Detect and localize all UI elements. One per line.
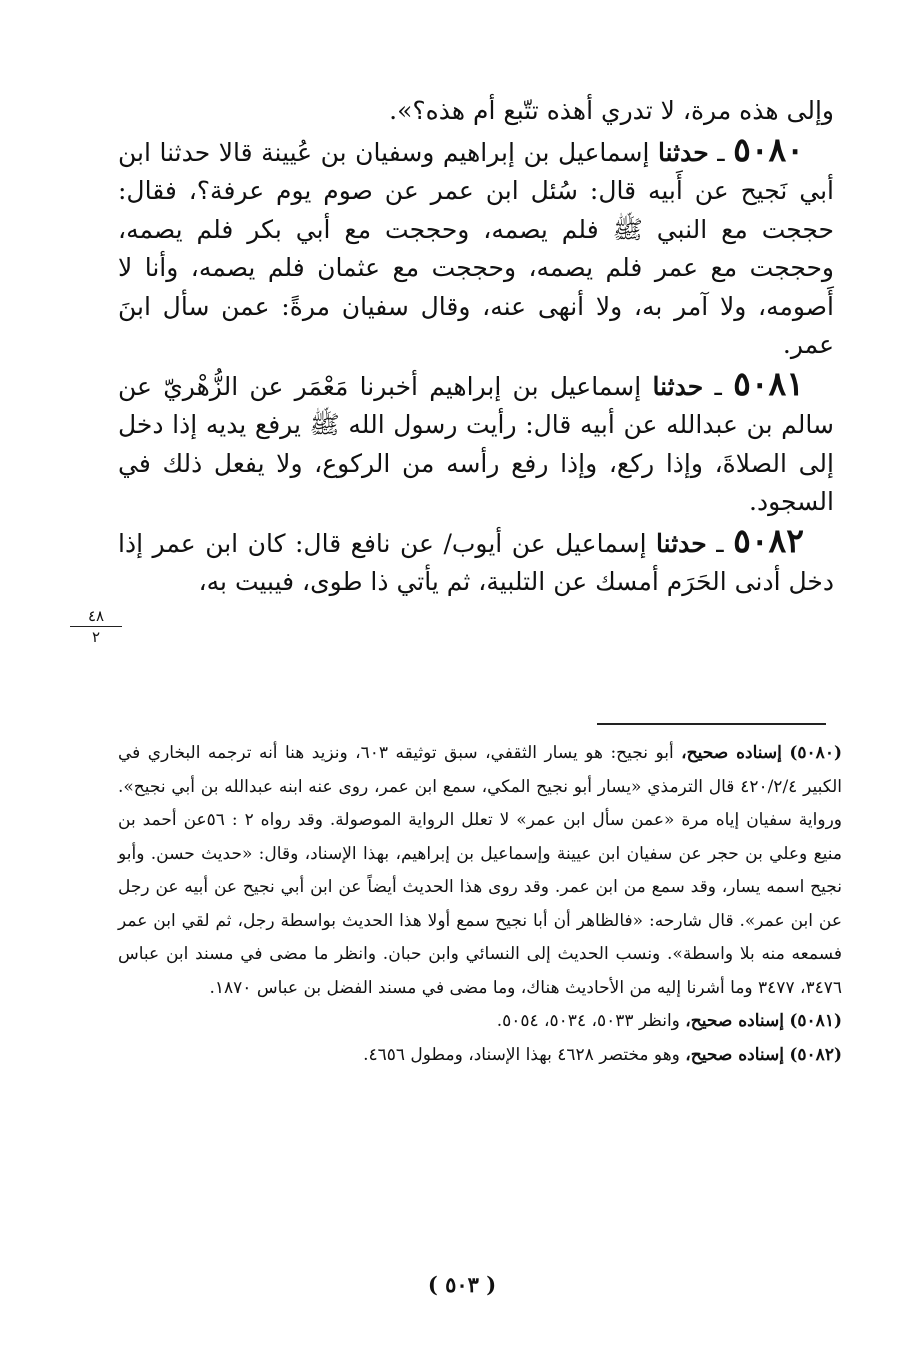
- hadith-text: إسماعيل عن أيوب/ عن نافع قال: كان ابن عمر إذا دخل أدنى الحَرَم أمسك عن التلبية، ثم يأتي ذا طوى، فيبيت به،: [118, 528, 834, 596]
- hadith-5081: [118, 365, 834, 522]
- footnote-5081: [118, 1005, 842, 1039]
- page-number: ( ٥٠٣ ): [427, 1272, 497, 1297]
- footnote-text: وهو مختصر ٤٦٢٨ بهذا الإسناد، ومطول ٤٦٥٦.: [363, 1044, 686, 1065]
- hadith-dash: ـ: [703, 371, 734, 401]
- footnotes: [118, 737, 842, 1072]
- marker-top: ٤٨: [70, 608, 122, 627]
- marker-bottom: ٢: [91, 628, 101, 646]
- intro-paragraph: وإلى هذه مرة، لا تدري أهذه تتّبع أم هذه؟».: [389, 96, 834, 125]
- manuscript-page-marker: [70, 608, 122, 645]
- footnote-text: أبو نجيح: هو يسار الثقفي، سبق توثيقه ٦٠٣، ونزيد هنا أنه ترجمه البخاري في الكبير ٤٢٠/٢/٤ قال الترمذي «يسار أبو نجيح المكي، سمع ابن عمر، روى عنه ابنه عبدالله بن أبي نجيح». ورواية سفيان إياه مرة «عمن سأل ابن عمر» لا تعلل الرواية الموصولة. وقد رواه ٢ : ٥٦عن أحمد بن منيع وعلي بن حجر عن سفيان ابن عيينة وإسماعيل بن إبراهيم، بهذا الإسناد، وقال: «حديث حسن. وأبو نجيح اسمه يسار، وقد سمع من ابن عمر. وقد روى هذا الحديث أيضاً عن ابن أبي نجيح عن أبيه عن رجل عن ابن عمر». قال شارحه: «فالظاهر أن أبا نجيح سمع أولا هذا الحديث بواسطة رجل، ثم لقي ابن عمر فسمعه منه بلا واسطة». ونسب الحديث إلى النسائي وابن حبان. وانظر ما مضى في مسند ابن عباس ٣٤٧٦، ٣٤٧٧ وما أشرنا إليه من الأحاديث هناك، وما مضى في مسند الفضل بن عباس ١٨٧٠.: [118, 743, 842, 998]
- footnote-number: (٥٠٨٠): [789, 743, 842, 763]
- hadith-dash: ـ: [706, 528, 734, 558]
- hadith-lead-word: حدثنا: [657, 137, 709, 167]
- footnote-head: إسناده صحيح،: [685, 1044, 784, 1065]
- main-text: [118, 92, 834, 602]
- hadith-lead-word: حدثنا: [652, 371, 704, 401]
- hadith-lead-word: حدثنا: [656, 528, 707, 558]
- footnote-head: إسناده صحيح،: [681, 743, 782, 763]
- footnote-text: وانظر ٥٠٣٣، ٥٠٣٤، ٥٠٥٤.: [496, 1011, 686, 1031]
- hadith-number: ٥٠٨٢: [733, 520, 804, 560]
- hadith-dash: ـ: [708, 137, 734, 167]
- footnote-head: إسناده صحيح،: [685, 1011, 784, 1031]
- hadith-number: ٥٠٨٠: [733, 129, 804, 169]
- footnote-5082: [118, 1039, 842, 1073]
- hadith-text: إسماعيل بن إبراهيم وسفيان بن عُيينة قالا حدثنا ابن أبي نَجيح عن أَبيه قال: سُئل ابن عمر عن صوم يوم عرفة؟، فقال: حججت مع النبي ﷺ فلم يصمه، وحججت مع أبي بكر فلم يصمه، وحججت مع عمر فلم يصمه، وحججت مع عثمان فلم يصمه، وأنا لا أَصومه، ولا آمر به، ولا أنهى عنه، وقال سفيان مرةً: عمن سأل ابنَ عمر.: [118, 137, 834, 359]
- footnote-number: (٥٠٨٢): [789, 1044, 842, 1065]
- hadith-text: إسماعيل بن إبراهيم أخبرنا مَعْمَر عن الزُّهْريّ عن سالم بن عبدالله عن أبيه قال: رأيت رسول الله ﷺ يرفع يديه إذا دخل إلى الصلاةَ، وإذا ركع، وإذا رفع رأسه من الركوع، ولا يفعل ذلك في السجود.: [118, 371, 834, 516]
- footnote-separator: [597, 723, 826, 725]
- footnote-number: (٥٠٨١): [789, 1011, 842, 1031]
- hadith-number: ٥٠٨١: [733, 363, 804, 403]
- hadith-5080: [118, 131, 834, 365]
- hadith-5082: [118, 522, 834, 602]
- footnote-5080: [118, 737, 842, 1005]
